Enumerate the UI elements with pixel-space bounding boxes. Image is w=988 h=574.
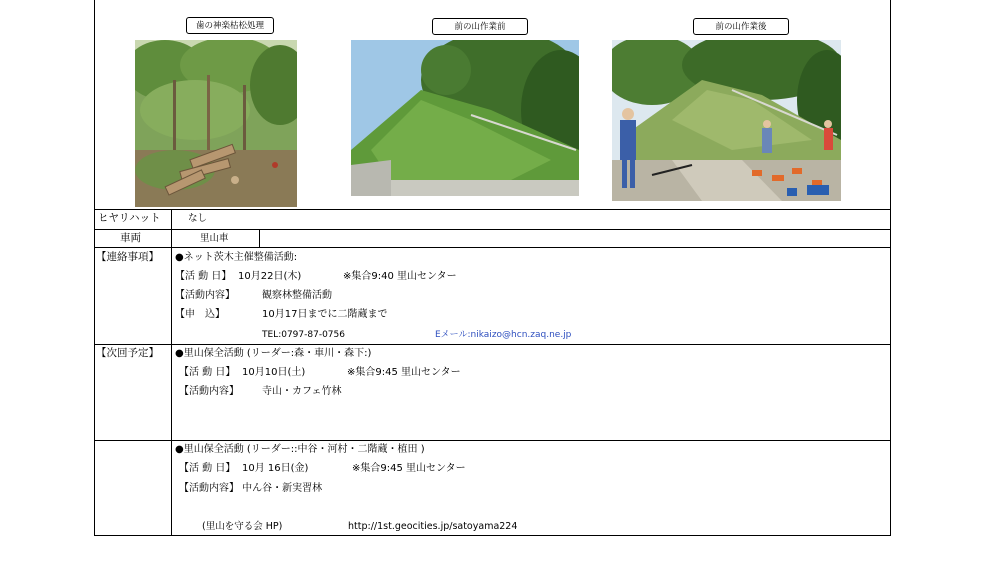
renraku-apply-value: 10月17日までに二階蔵まで (262, 309, 388, 320)
photo-caption-1: 歯の神楽枯松処理 (186, 17, 274, 34)
next-b-line1: ●里山保全活動 (リーダー::中谷・河村・二階蔵・植田 ) (175, 444, 425, 455)
hp-label: (里山を守る会 HP) (202, 521, 283, 532)
next-label: 【次回予定】 (96, 347, 159, 359)
next-a-date-label: 【活 動 日】 (179, 367, 236, 378)
next-a-line1: ●里山保全活動 (リーダー:森・車川・森下:) (175, 348, 372, 359)
hiyari-value: なし (188, 213, 208, 224)
next-a-meet: ※集合9:45 里山センター (347, 367, 461, 378)
photo-caption-2: 前の山作業前 (432, 18, 528, 35)
next-b-content: 【活動内容】 中ん谷・新実習林 (179, 483, 323, 494)
renraku-tel: TEL:0797-87-0756 (262, 330, 345, 340)
photo-forest-logs (135, 40, 297, 207)
renraku-label: 【連絡事項】 (96, 251, 159, 263)
renraku-content-label: 【活動内容】 (175, 290, 235, 301)
next-b-meet: ※集合9:45 里山センター (352, 463, 466, 474)
vehicle-label: 車両 (120, 232, 141, 244)
next-b-date-value: 10月 16日(金) (242, 463, 309, 474)
renraku-date-value: 10月22日(木) (238, 271, 302, 282)
renraku-email[interactable]: Eメール:nikaizo@hcn.zaq.ne.jp (435, 330, 572, 340)
next-a-date-value: 10月10日(土) (242, 367, 306, 378)
photo-slope-after (612, 40, 841, 201)
hp-url[interactable]: http://1st.geocities.jp/satoyama224 (348, 521, 518, 532)
renraku-meet: ※集合9:40 里山センター (343, 271, 457, 282)
next-b-date-label: 【活 動 日】 (179, 463, 236, 474)
renraku-apply-label: 【申 込】 (175, 309, 225, 320)
next-a-content-label: 【活動内容】 (179, 386, 239, 397)
photo-caption-3: 前の山作業後 (693, 18, 789, 35)
renraku-date-label: 【活 動 日】 (175, 271, 232, 282)
renraku-content-value: 観察林整備活動 (262, 290, 332, 301)
renraku-line1: ●ネット茨木主催整備活動: (175, 252, 298, 263)
photo-slope-before (351, 40, 579, 196)
vehicle-value: 里山車 (200, 233, 229, 244)
hiyari-label: ヒヤリハット (98, 212, 161, 224)
next-a-content-value: 寺山・カフェ竹林 (262, 386, 342, 397)
